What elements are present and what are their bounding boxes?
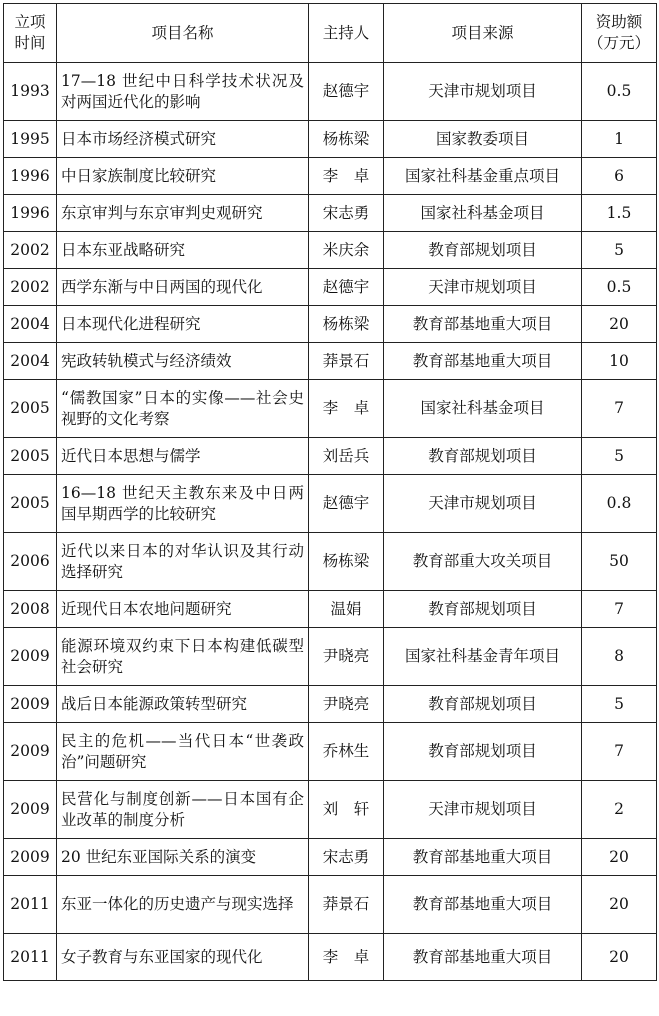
cell-amount: 7 [582, 723, 657, 781]
projects-table [3, 3, 657, 981]
cell-year: 2009 [4, 839, 57, 876]
header-amount-line-1: 资助额 [595, 13, 643, 31]
cell-title: 民主的危机——当代日本“世袭政治”问题研究 [57, 723, 309, 781]
cell-title: 西学东渐与中日两国的现代化 [57, 269, 309, 306]
cell-source: 教育部重大攻关项目 [384, 533, 582, 591]
cell-leader: 刘 轩 [309, 781, 384, 839]
header-source: 项目来源 [384, 4, 582, 63]
cell-year: 2009 [4, 628, 57, 686]
cell-amount: 5 [582, 232, 657, 269]
cell-leader: 赵德宇 [309, 269, 384, 306]
cell-amount: 7 [582, 591, 657, 628]
cell-amount: 20 [582, 934, 657, 981]
cell-amount: 0.5 [582, 269, 657, 306]
cell-source: 教育部基地重大项目 [384, 839, 582, 876]
cell-year: 2008 [4, 591, 57, 628]
cell-leader: 尹晓亮 [309, 628, 384, 686]
header-amount [582, 4, 657, 63]
cell-amount: 5 [582, 438, 657, 475]
cell-amount: 7 [582, 380, 657, 438]
cell-source: 教育部基地重大项目 [384, 343, 582, 380]
table-row [4, 158, 657, 195]
header-leader: 主持人 [309, 4, 384, 63]
cell-source: 教育部基地重大项目 [384, 876, 582, 934]
table-row [4, 533, 657, 591]
cell-amount: 10 [582, 343, 657, 380]
cell-title: 近代以来日本的对华认识及其行动选择研究 [57, 533, 309, 591]
cell-leader: 李 卓 [309, 380, 384, 438]
cell-year: 2009 [4, 686, 57, 723]
cell-source: 国家社科基金项目 [384, 195, 582, 232]
cell-year: 2006 [4, 533, 57, 591]
cell-source: 国家社科基金重点项目 [384, 158, 582, 195]
cell-amount: 5 [582, 686, 657, 723]
cell-amount: 20 [582, 306, 657, 343]
table-row [4, 839, 657, 876]
cell-leader: 李 卓 [309, 934, 384, 981]
table-row [4, 876, 657, 934]
cell-leader: 杨栋梁 [309, 306, 384, 343]
cell-title: 近代日本思想与儒学 [57, 438, 309, 475]
cell-title: 女子教育与东亚国家的现代化 [57, 934, 309, 981]
table-row [4, 380, 657, 438]
cell-source: 天津市规划项目 [384, 781, 582, 839]
cell-source: 天津市规划项目 [384, 475, 582, 533]
cell-title: 16—18 世纪天主教东来及中日两国早期西学的比较研究 [57, 475, 309, 533]
cell-year: 1996 [4, 158, 57, 195]
table-row [4, 63, 657, 121]
cell-year: 2005 [4, 438, 57, 475]
cell-title: 中日家族制度比较研究 [57, 158, 309, 195]
cell-source: 教育部规划项目 [384, 591, 582, 628]
cell-leader: 赵德宇 [309, 63, 384, 121]
table-row [4, 232, 657, 269]
cell-leader: 宋志勇 [309, 195, 384, 232]
table-row [4, 438, 657, 475]
table-row [4, 934, 657, 981]
cell-source: 国家社科基金青年项目 [384, 628, 582, 686]
cell-year: 2011 [4, 934, 57, 981]
cell-leader: 李 卓 [309, 158, 384, 195]
cell-title: 20 世纪东亚国际关系的演变 [57, 839, 309, 876]
cell-leader: 温娟 [309, 591, 384, 628]
table-row [4, 121, 657, 158]
table-row [4, 475, 657, 533]
cell-title: 能源环境双约束下日本构建低碳型社会研究 [57, 628, 309, 686]
table-header [4, 4, 657, 63]
cell-title: 民营化与制度创新——日本国有企业改革的制度分析 [57, 781, 309, 839]
table-row [4, 591, 657, 628]
table-row [4, 628, 657, 686]
cell-leader: 赵德宇 [309, 475, 384, 533]
cell-year: 2004 [4, 306, 57, 343]
cell-source: 国家社科基金项目 [384, 380, 582, 438]
cell-year: 1993 [4, 63, 57, 121]
cell-title: 战后日本能源政策转型研究 [57, 686, 309, 723]
cell-leader: 宋志勇 [309, 839, 384, 876]
table-body [4, 63, 657, 981]
cell-leader: 米庆余 [309, 232, 384, 269]
cell-year: 1995 [4, 121, 57, 158]
cell-title: “儒教国家”日本的实像——社会史视野的文化考察 [57, 380, 309, 438]
cell-amount: 1.5 [582, 195, 657, 232]
cell-amount: 0.5 [582, 63, 657, 121]
cell-title: 近现代日本农地问题研究 [57, 591, 309, 628]
header-row [4, 4, 657, 63]
cell-leader: 杨栋梁 [309, 121, 384, 158]
cell-year: 2004 [4, 343, 57, 380]
table-row [4, 343, 657, 380]
cell-amount: 0.8 [582, 475, 657, 533]
cell-year: 2005 [4, 475, 57, 533]
cell-source: 教育部基地重大项目 [384, 306, 582, 343]
cell-title: 宪政转轨模式与经济绩效 [57, 343, 309, 380]
table-row [4, 686, 657, 723]
cell-amount: 6 [582, 158, 657, 195]
table-row [4, 269, 657, 306]
cell-leader: 莽景石 [309, 876, 384, 934]
cell-leader: 刘岳兵 [309, 438, 384, 475]
table-row [4, 781, 657, 839]
cell-source: 教育部基地重大项目 [384, 934, 582, 981]
cell-source: 国家教委项目 [384, 121, 582, 158]
cell-source: 天津市规划项目 [384, 269, 582, 306]
header-amount-line-2: （万元） [587, 34, 650, 52]
cell-source: 教育部规划项目 [384, 686, 582, 723]
cell-source: 教育部规划项目 [384, 438, 582, 475]
cell-leader: 乔林生 [309, 723, 384, 781]
header-year-line-2: 时间 [14, 34, 46, 52]
cell-year: 2009 [4, 723, 57, 781]
cell-source: 教育部规划项目 [384, 232, 582, 269]
cell-amount: 8 [582, 628, 657, 686]
header-title: 项目名称 [57, 4, 309, 63]
cell-title: 东亚一体化的历史遗产与现实选择 [57, 876, 309, 934]
cell-leader: 杨栋梁 [309, 533, 384, 591]
cell-title: 日本东亚战略研究 [57, 232, 309, 269]
header-year-line-1: 立项 [14, 13, 46, 31]
cell-year: 2002 [4, 269, 57, 306]
cell-year: 2011 [4, 876, 57, 934]
table-row [4, 723, 657, 781]
cell-leader: 莽景石 [309, 343, 384, 380]
cell-source: 天津市规划项目 [384, 63, 582, 121]
cell-amount: 50 [582, 533, 657, 591]
cell-title: 日本市场经济模式研究 [57, 121, 309, 158]
header-year [4, 4, 57, 63]
cell-amount: 20 [582, 839, 657, 876]
cell-leader: 尹晓亮 [309, 686, 384, 723]
cell-amount: 1 [582, 121, 657, 158]
cell-year: 2002 [4, 232, 57, 269]
cell-amount: 20 [582, 876, 657, 934]
cell-source: 教育部规划项目 [384, 723, 582, 781]
table-row [4, 195, 657, 232]
table-row [4, 306, 657, 343]
cell-amount: 2 [582, 781, 657, 839]
cell-title: 17—18 世纪中日科学技术状况及对两国近代化的影响 [57, 63, 309, 121]
cell-year: 2009 [4, 781, 57, 839]
cell-year: 2005 [4, 380, 57, 438]
cell-title: 东京审判与东京审判史观研究 [57, 195, 309, 232]
cell-year: 1996 [4, 195, 57, 232]
cell-title: 日本现代化进程研究 [57, 306, 309, 343]
